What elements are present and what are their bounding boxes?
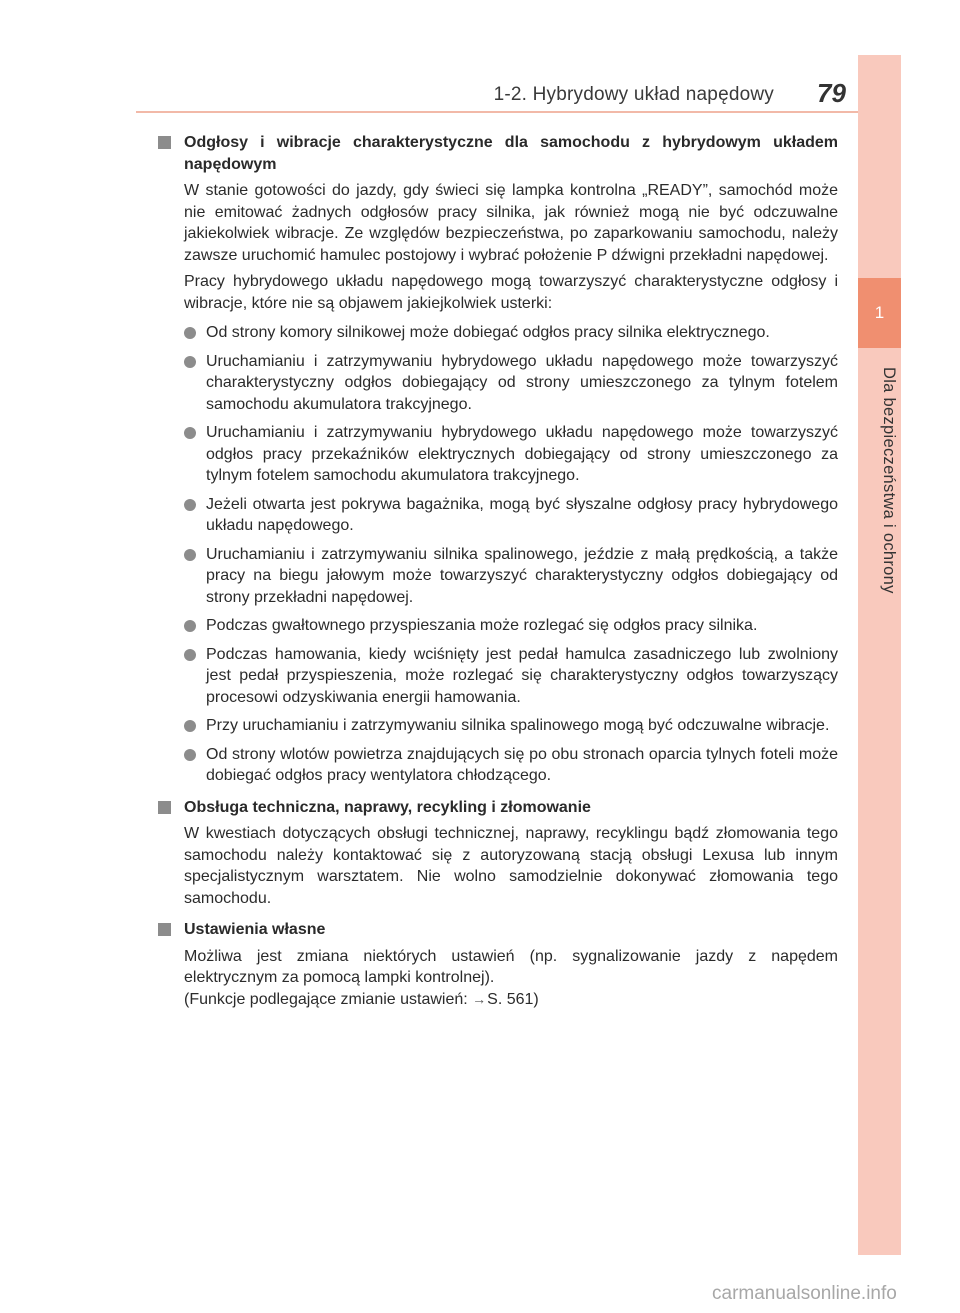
chapter-number: 1 bbox=[874, 303, 885, 322]
chapter-title: Dla bezpieczeństwa i ochrony bbox=[880, 366, 898, 594]
paragraph: Pracy hybrydowego układu napędowego mogą towarzyszyć charakterystyczne odgłosy i wibracje, które nie są objawem jakiejkolwiek usterki: bbox=[184, 273, 838, 312]
section-custom-settings bbox=[158, 919, 838, 1010]
section-heading-text: Obsługa techniczna, naprawy, recykling i złomowanie bbox=[184, 798, 591, 816]
list-item bbox=[184, 494, 838, 537]
section-heading-text: Ustawienia własne bbox=[184, 921, 326, 938]
header-rule bbox=[136, 111, 858, 113]
paragraph: Możliwa jest zmiana niektórych ustawień (np. sygnalizowanie jazdy z napędem elektrycznym za pomocą lampki kontrolnej). bbox=[184, 947, 838, 986]
section-maintenance bbox=[158, 797, 838, 910]
reference-line bbox=[184, 989, 838, 1011]
circle-bullet-icon bbox=[184, 749, 196, 761]
circle-bullet-icon bbox=[184, 356, 196, 368]
arrow-right-icon: → bbox=[472, 990, 487, 1007]
list-item bbox=[184, 615, 838, 637]
circle-bullet-icon bbox=[184, 720, 196, 732]
page-reference-link[interactable]: S. 561) bbox=[487, 990, 539, 1008]
bullet-list bbox=[184, 322, 838, 787]
list-item-text: Uruchamianiu i zatrzymywaniu silnika spalinowego, jeździe z małą prędkością, a także pracy na biegu jałowym może towarzyszyć charakterystyczny odgłos dobiegający od strony przekładni napędowej. bbox=[206, 545, 838, 606]
circle-bullet-icon bbox=[184, 549, 196, 561]
list-item bbox=[184, 351, 838, 416]
list-item bbox=[184, 644, 838, 709]
list-item bbox=[184, 544, 838, 609]
circle-bullet-icon bbox=[184, 499, 196, 511]
section-heading bbox=[158, 797, 838, 819]
paragraph: W kwestiach dotyczących obsługi technicznej, naprawy, recyklingu bądź złomowania tego samochodu należy kontaktować się z autoryzowaną stacją obsługi Lexusa lub innym specjalistycznym warsztatem. Nie wolno samodzielnie dokonywać złomowania tego samochodu. bbox=[184, 825, 838, 907]
list-item-text: Jeżeli otwarta jest pokrywa bagażnika, mogą być słyszalne odgłosy pracy hybrydowego układu napędowego. bbox=[206, 495, 838, 534]
list-item bbox=[184, 422, 838, 487]
watermark: carmanualsonline.info bbox=[712, 1283, 897, 1304]
list-item bbox=[184, 715, 838, 737]
reference-prefix: (Funkcje podlegające zmianie ustawień: bbox=[184, 990, 473, 1008]
list-item-text: Przy uruchamianiu i zatrzymywaniu silnika spalinowego mogą być odczuwalne wibracje. bbox=[206, 717, 830, 734]
list-item-text: Od strony komory silnikowej może dobiegać odgłos pracy silnika elektrycznego. bbox=[206, 324, 770, 341]
list-item-text: Uruchamianiu i zatrzymywaniu hybrydowego układu napędowego może towarzyszyć odgłos pracy przekaźników elektrycznych dobiegający od strony umieszczonego za tylnym fotelem samochodu akumulatora trakcyjnego. bbox=[206, 424, 838, 484]
section-heading bbox=[158, 132, 838, 175]
header-title: 1-2. Hybrydowy układ napędowy bbox=[493, 84, 774, 105]
list-item bbox=[184, 322, 838, 344]
square-bullet-icon bbox=[158, 136, 171, 149]
circle-bullet-icon bbox=[184, 327, 196, 339]
section-heading-text: Odgłosy i wibracje charakterystyczne dla samochodu z hybrydowym układem napędowym bbox=[184, 134, 838, 173]
section-noise-vibration bbox=[158, 132, 838, 787]
section-heading bbox=[158, 919, 838, 941]
circle-bullet-icon bbox=[184, 620, 196, 632]
paragraph: W stanie gotowości do jazdy, gdy świeci się lampka kontrolna „READY”, samochód może nie emitować żadnych odgłosów pracy silnika, jak również mogą nie być odczuwalne jakiekolwiek wibracje. Ze względów bezpieczeństwa, po zaparkowaniu samochodu, należy zawsze uruchomić hamulec postojowy i wybrać położenie P dźwigni przekładni napędowej. bbox=[184, 182, 838, 264]
circle-bullet-icon bbox=[184, 649, 196, 661]
circle-bullet-icon bbox=[184, 427, 196, 439]
list-item-text: Podczas gwałtownego przyspieszania może rozlegać się odgłos pracy silnika. bbox=[206, 617, 758, 634]
side-tab bbox=[858, 55, 901, 1255]
list-item-text: Uruchamianiu i zatrzymywaniu hybrydowego układu napędowego może towarzyszyć charakterystyczny odgłos dobiegający od strony umieszczonego za tylnym fotelem samochodu akumulatora trakcyjnego. bbox=[206, 352, 838, 413]
list-item bbox=[184, 744, 838, 787]
square-bullet-icon bbox=[158, 923, 171, 936]
page-content bbox=[158, 132, 838, 1020]
list-item-text: Od strony wlotów powietrza znajdujących się po obu stronach oparcia tylnych foteli może dobiegać odgłos pracy wentylatora chłodzącego. bbox=[206, 745, 838, 784]
list-item-text: Podczas hamowania, kiedy wciśnięty jest pedał hamulca zasadniczego lub zwolniony jest pedał przyspieszenia, może rozlegać się charakterystyczny odgłos towarzyszący procesowi odzyskiwania energii hamowania. bbox=[206, 645, 838, 706]
chapter-tab[interactable] bbox=[858, 278, 901, 348]
square-bullet-icon bbox=[158, 801, 171, 814]
page-number: 79 bbox=[817, 78, 846, 108]
